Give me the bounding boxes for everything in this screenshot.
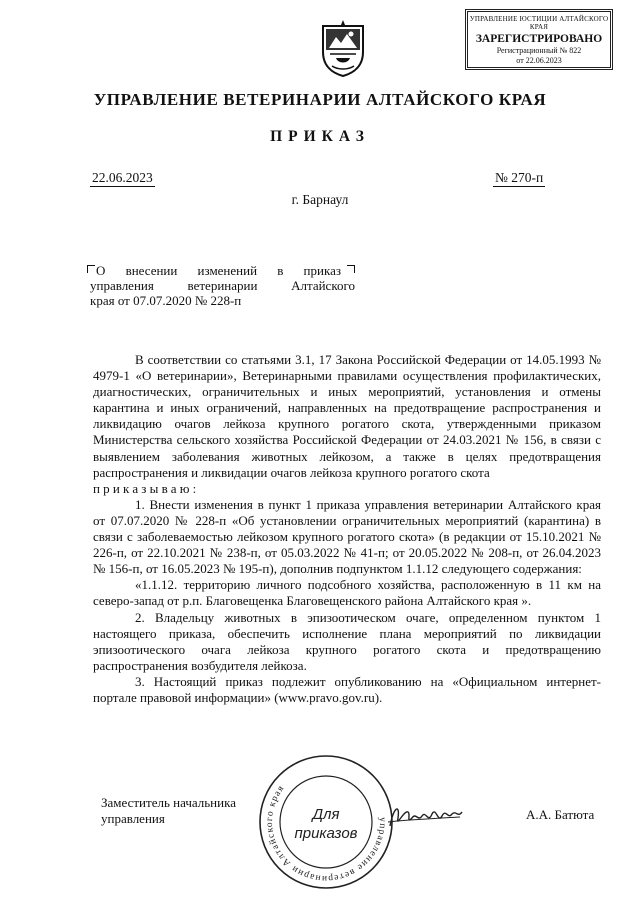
item-1-1-12-paragraph: «1.1.12. территорию личного подсобного хозяйства, расположенную в 11 км на северо-запад от р.п. Благовещенка Благовещенского района Алтайского края ». bbox=[93, 577, 601, 609]
order-date: 22.06.2023 bbox=[92, 170, 153, 185]
registration-number: Регистрационный № 822 bbox=[496, 46, 582, 55]
stamp-ring-text: управление ветеринарии Алтайского края bbox=[264, 783, 388, 884]
order-number: № 270-п bbox=[495, 170, 544, 185]
stamp-center-line-1: Для bbox=[312, 806, 340, 823]
coat-of-arms-icon bbox=[318, 20, 368, 78]
registration-stamp-status: ЗАРЕГИСТРИРОВАНО bbox=[475, 33, 603, 45]
preamble-paragraph: В соответствии со статьями 3.1, 17 Закона Российской Федерации от 14.05.1993 № 4979-1 «О ветеринарии», Ветеринарными правилами осуществления профилактических, диагностических, ограничительных и иных мероприятий, установления и отмены карантина и иных ограничений, направленных на предотвращение распространения и ликвидацию очагов лейкоза крупного рогатого скота, утвержденными приказом Министерства сельского хозяйства Российской Федерации от 24.03.2021 № 156, в связи с выявлением заболевания животных лейкозом, а также в целях предотвращения распространения и ликвидации очагов лейкоза крупного рогатого скота bbox=[93, 352, 601, 480]
order-subject bbox=[90, 263, 355, 308]
item-3-paragraph: 3. Настоящий приказ подлежит опубликованию на «Официальном интернет-портале правовой информации» (www.pravo.gov.ru). bbox=[93, 673, 601, 705]
subject-line-1: О внесении изменений в приказ bbox=[96, 263, 341, 278]
stamp-center-line-2: приказов bbox=[294, 825, 358, 842]
registration-date: от 22.06.2023 bbox=[516, 55, 562, 65]
city: г. Барнаул bbox=[291, 192, 349, 207]
subject-line-3: края от 07.07.2020 № 228-п bbox=[90, 293, 242, 308]
subject-line-2: управления ветеринарии Алтайского bbox=[90, 278, 355, 293]
document-type: ПРИКАЗ bbox=[270, 128, 370, 145]
signer-name: А.А. Батюта bbox=[526, 807, 595, 822]
order-body bbox=[93, 352, 601, 706]
handwritten-signature bbox=[386, 800, 464, 832]
registration-stamp-organization: УПРАВЛЕНИЕ ЮСТИЦИИ АЛТАЙСКОГО КРАЯ bbox=[469, 15, 609, 31]
agency-name: УПРАВЛЕНИЕ ВЕТЕРИНАРИИ АЛТАЙСКОГО КРАЯ bbox=[93, 90, 547, 109]
round-seal-stamp bbox=[256, 752, 396, 892]
order-word: приказываю: bbox=[93, 480, 200, 496]
corner-bracket-right bbox=[347, 265, 355, 273]
registration-stamp bbox=[465, 9, 613, 70]
signer-role: Заместитель начальника управления bbox=[101, 795, 236, 826]
item-1-paragraph: 1. Внести изменения в пункт 1 приказа управления ветеринарии Алтайского края от 07.07.2020 № 228-п «Об установлении ограничительных мероприятий (карантина) в связи с заболеваемостью лейкозом крупного рогатого скота» (в редакции от 15.10.2021 № 226-п, от 22.10.2021 № 238-п, от 05.03.2022 № 41-п; от 20.05.2022 № 208-п, от 26.04.2023 № 156-п, от 16.05.2023 № 195-п), дополнив подпунктом 1.1.12 следующего содержания: bbox=[93, 496, 601, 577]
item-2-paragraph: 2. Владельцу животных в эпизоотическом очаге, определенном пунктом 1 настоящего приказа, обеспечить исполнение плана мероприятий по ликвидации эпизоотического очага лейкоза крупного рогатого скота и предотвращению распространения возбудителя лейкоза. bbox=[93, 609, 601, 673]
corner-bracket-left bbox=[87, 265, 95, 273]
